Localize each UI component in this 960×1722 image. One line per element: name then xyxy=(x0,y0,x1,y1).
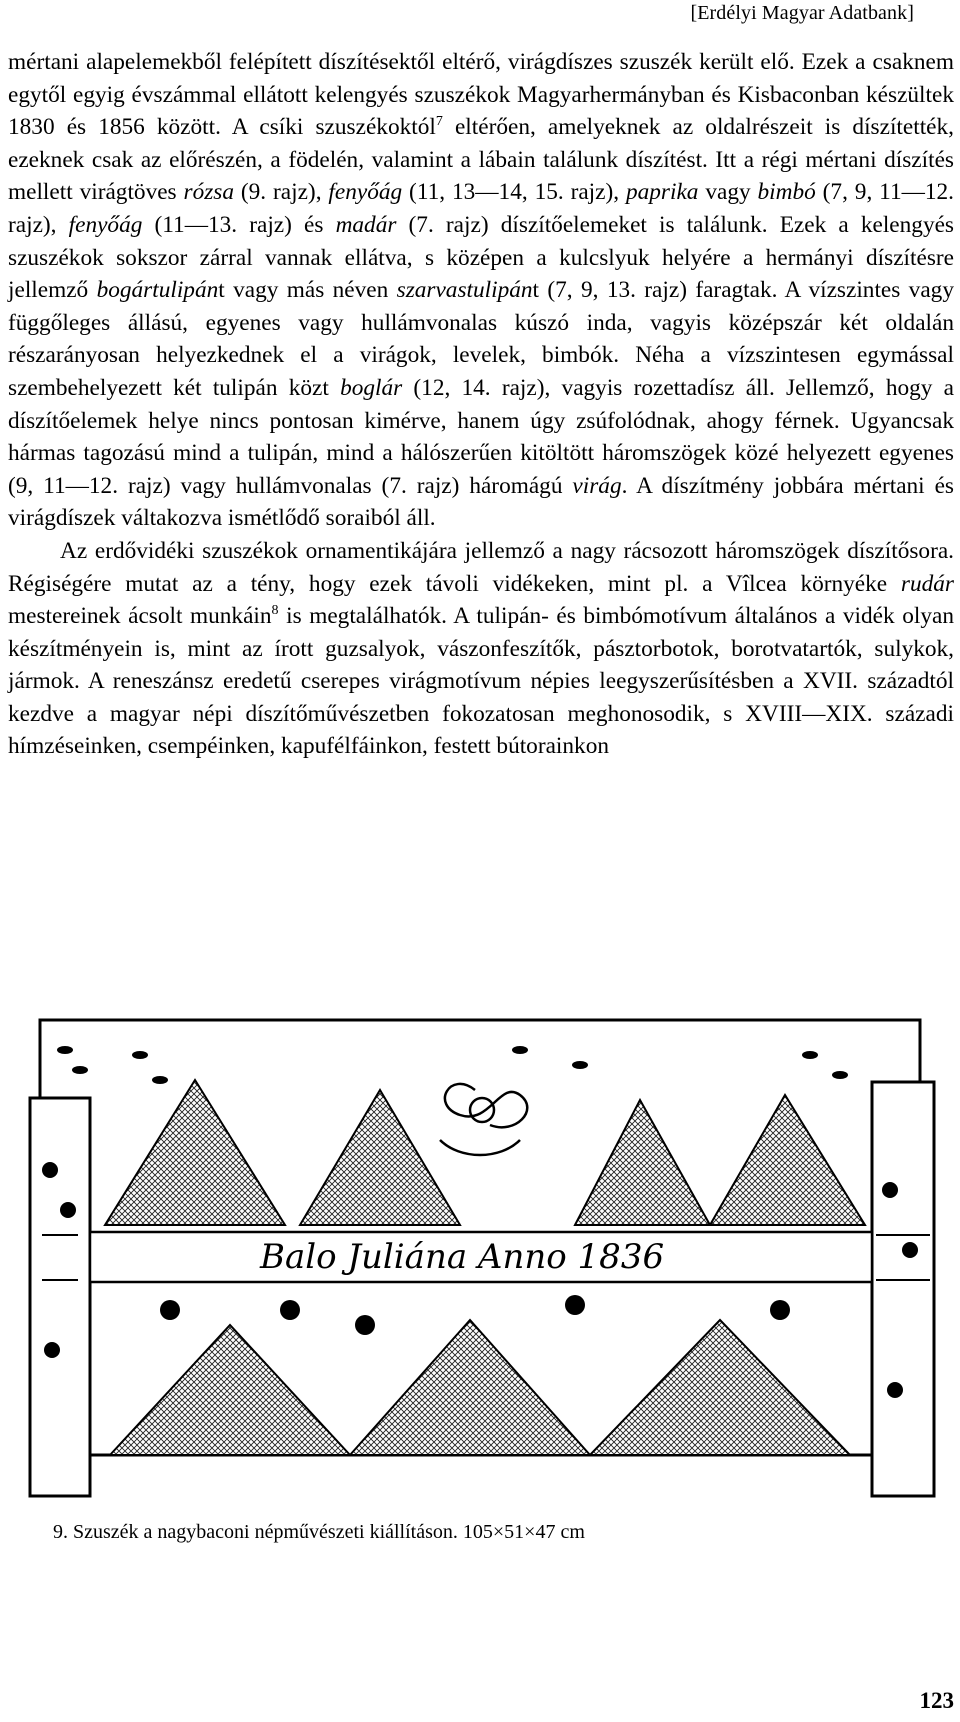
text-run: mestereinek ácsolt munkáin xyxy=(8,603,272,630)
figure-caption: 9. Szuszék a nagybaconi népművészeti kiállításon. 105×51×47 cm xyxy=(53,1521,585,1543)
page-number: 123 xyxy=(919,1688,954,1713)
italic-term: virág xyxy=(572,472,622,499)
italic-term: fenyőág xyxy=(328,179,403,206)
text-run: (7. rajz) díszítőelemeket is találunk. Ezek a kelengyés szuszékok sokszor zárral vannak ellátva, s középen a kulcslyuk helyére a hermányi díszítésre jellemző xyxy=(8,211,954,304)
inscription-text: Balo Juliána Anno 1836 xyxy=(260,1237,665,1277)
text-run: t vagy más néven xyxy=(218,277,397,304)
text-run: Az erdővidéki szuszékok ornamentikájára jellemző a nagy rácsozott háromszögek díszítősora. Régiségére mutat az a tény, hogy ezek távoli vidékeken, mint pl. a Vîlcea környéke xyxy=(8,537,954,597)
footnote-ref: 8 xyxy=(271,603,279,619)
italic-term: fenyőág xyxy=(68,211,143,238)
italic-term: rudár xyxy=(900,570,954,597)
italic-term: madár xyxy=(335,211,397,238)
italic-term: paprika xyxy=(625,179,699,206)
body-text xyxy=(8,46,954,763)
chest-right-leg xyxy=(872,1082,934,1496)
source-header: [Erdélyi Magyar Adatbank] xyxy=(690,2,914,24)
text-run: (7, 9, 11—12. rajz), xyxy=(8,179,955,238)
text-run: . A díszítmény jobbára mértani és virágdíszek váltakozva ismétlődő soraiból áll. xyxy=(8,472,954,532)
text-run: is megtalálhatók. A tulipán- és bimbómotívum általános a vidék olyan készítményein is, mint az írott guzsalyok, vászonfeszítők, pásztorbotok, borotvatartók, sulykok, jármok. A reneszánsz eredetű cserepes virágmotívum népies leegyszerűsítésben a XVII. századtól kezdve a magyar népi díszítőművészetben fokozatosan meghonosodik, s XVIII—XIX. századi hímzéseinken, csempéinken, kapufélfáinkon, festett bútorainkon xyxy=(8,603,954,760)
text-run: (12, 14. rajz), vagyis rozettadísz áll. Jellemző, hogy a díszítőelemek helye nincs pontosan kimérve, hanem úgy zsúfolódnak, ahogy férnek. Ugyancsak hármas tagozású mind a tulipán, mind a hálószerűen kitöltött háromszögek közé helyezett egyenes (9, 11—12. rajz) vagy hullámvonalas (7. rajz) háromágú xyxy=(8,374,954,499)
paragraph xyxy=(8,535,954,763)
text-run: eltérően, amelyeknek az oldalrészeit is díszítették, ezeknek csak az előrészén, a födelén, valamint a lábain találunk díszítést. Itt a régi mértani díszítés mellett virágtöves xyxy=(8,114,954,206)
text-run: t (7, 9, 13. rajz) faragtak. A vízszintes vagy függőleges állású, egyenes vagy hullámvonalas kúszó inda, vagyis középszár két oldalán részarányosan helyezkednek el a virágok, levelek, bimbók. Néha a vízszintesen egymással szembehelyezett két tulipán közt xyxy=(8,277,954,401)
text-run: (9. rajz), xyxy=(234,179,329,206)
lower-triangle-row xyxy=(110,1320,850,1455)
text-run: (11—13. rajz) és xyxy=(142,211,336,238)
paragraph xyxy=(8,46,954,535)
italic-term: rózsa xyxy=(183,179,235,206)
italic-term: bogártulipán xyxy=(96,277,219,304)
chest-left-leg xyxy=(30,1098,90,1496)
text-run: (11, 13—14, 15. rajz), xyxy=(402,179,626,206)
text-run: vagy xyxy=(698,179,758,206)
italic-term: bimbó xyxy=(757,179,816,206)
italic-term: szarvastulipán xyxy=(396,277,533,304)
chest-illustration xyxy=(20,1010,940,1500)
text-run: mértani alapelemekből felépített díszítésektől eltérő, virágdíszes szuszék került elő. Ezek a csaknem egytől egyig évszámmal ellátott kelengyés szuszékok Magyarhermányban és Kisbaconban készültek 1830 és 1856 között. A csíki szuszékoktól xyxy=(8,49,954,141)
footnote-ref: 7 xyxy=(435,114,443,130)
italic-term: boglár xyxy=(340,374,403,401)
